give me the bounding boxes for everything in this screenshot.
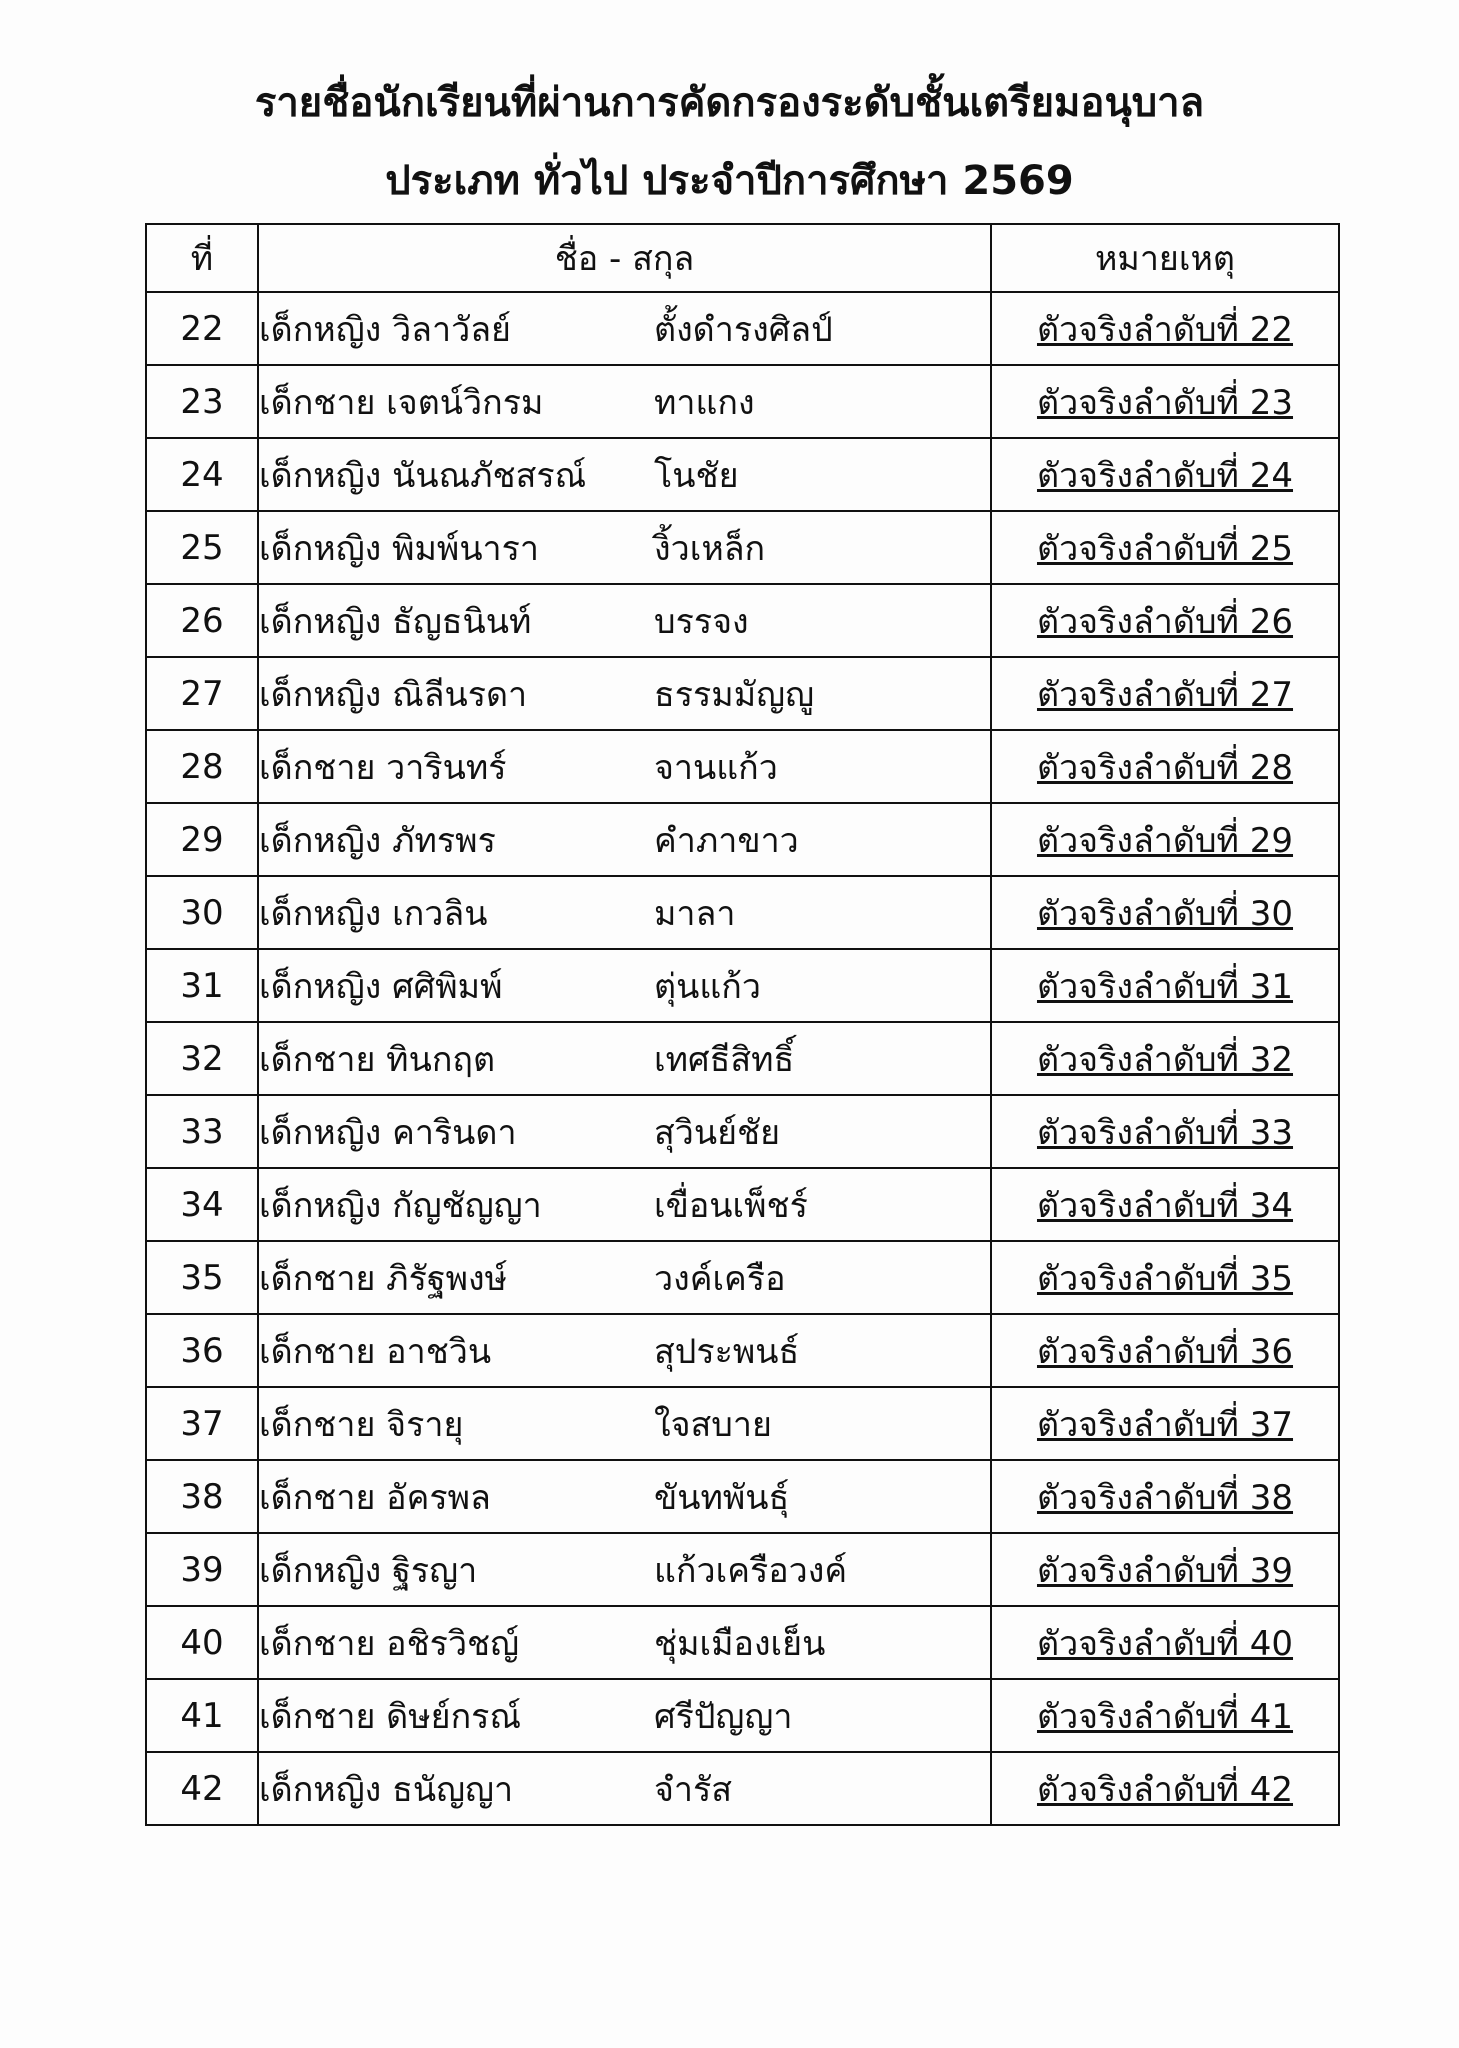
student-first-name: เด็กชาย เจตน์วิกรม xyxy=(259,382,544,423)
table-row xyxy=(146,511,1339,584)
remark: ตัวจริงลำดับที่ 39 xyxy=(991,1533,1339,1606)
table-row xyxy=(146,1314,1339,1387)
remark: ตัวจริงลำดับที่ 37 xyxy=(991,1387,1339,1460)
student-table xyxy=(145,223,1340,1826)
student-name xyxy=(258,1241,991,1314)
table-row xyxy=(146,584,1339,657)
table-header-row xyxy=(146,224,1339,292)
student-last-name: เทศธีสิทธิ์ xyxy=(654,1039,795,1080)
table-row xyxy=(146,730,1339,803)
table-row xyxy=(146,1387,1339,1460)
remark: ตัวจริงลำดับที่ 31 xyxy=(991,949,1339,1022)
remark: ตัวจริงลำดับที่ 35 xyxy=(991,1241,1339,1314)
student-last-name: จำรัส xyxy=(654,1769,733,1810)
table-row xyxy=(146,949,1339,1022)
student-name xyxy=(258,1679,991,1752)
row-number: 27 xyxy=(146,657,258,730)
row-number: 35 xyxy=(146,1241,258,1314)
row-number: 42 xyxy=(146,1752,258,1825)
table-row xyxy=(146,876,1339,949)
remark: ตัวจริงลำดับที่ 26 xyxy=(991,584,1339,657)
row-number: 26 xyxy=(146,584,258,657)
remark: ตัวจริงลำดับที่ 32 xyxy=(991,1022,1339,1095)
student-name xyxy=(258,1314,991,1387)
student-name xyxy=(258,292,991,365)
student-name xyxy=(258,1387,991,1460)
student-last-name: ธรรมมัญญู xyxy=(654,674,815,715)
remark: ตัวจริงลำดับที่ 28 xyxy=(991,730,1339,803)
student-last-name: ตุ่นแก้ว xyxy=(654,966,761,1007)
student-name xyxy=(258,511,991,584)
table-row xyxy=(146,1679,1339,1752)
student-name xyxy=(258,803,991,876)
remark: ตัวจริงลำดับที่ 34 xyxy=(991,1168,1339,1241)
student-name xyxy=(258,584,991,657)
row-number: 24 xyxy=(146,438,258,511)
student-last-name: สุวินย์ชัย xyxy=(654,1112,781,1153)
student-last-name: แก้วเครือวงค์ xyxy=(654,1550,848,1591)
student-last-name: ชุ่มเมืองเย็น xyxy=(654,1623,826,1664)
student-last-name: ขันทพันธุ์ xyxy=(654,1477,790,1518)
row-number: 36 xyxy=(146,1314,258,1387)
table-row xyxy=(146,1095,1339,1168)
table-row xyxy=(146,438,1339,511)
student-first-name: เด็กหญิง ธนัญญา xyxy=(259,1769,514,1810)
table-row xyxy=(146,1606,1339,1679)
table-row xyxy=(146,1241,1339,1314)
table-row xyxy=(146,1022,1339,1095)
student-first-name: เด็กหญิง ฐิรญา xyxy=(259,1550,478,1591)
table-row xyxy=(146,1460,1339,1533)
row-number: 33 xyxy=(146,1095,258,1168)
remark: ตัวจริงลำดับที่ 24 xyxy=(991,438,1339,511)
student-first-name: เด็กหญิง เกวลิน xyxy=(259,893,488,934)
row-number: 32 xyxy=(146,1022,258,1095)
row-number: 38 xyxy=(146,1460,258,1533)
remark: ตัวจริงลำดับที่ 27 xyxy=(991,657,1339,730)
remark: ตัวจริงลำดับที่ 22 xyxy=(991,292,1339,365)
student-first-name: เด็กชาย ภิรัฐพงษ์ xyxy=(259,1258,508,1299)
student-first-name: เด็กหญิง ศศิพิมพ์ xyxy=(259,966,503,1007)
row-number: 30 xyxy=(146,876,258,949)
remark: ตัวจริงลำดับที่ 30 xyxy=(991,876,1339,949)
student-first-name: เด็กชาย จิรายุ xyxy=(259,1404,464,1445)
table-row xyxy=(146,1752,1339,1825)
remark: ตัวจริงลำดับที่ 41 xyxy=(991,1679,1339,1752)
row-number: 31 xyxy=(146,949,258,1022)
student-last-name: มาลา xyxy=(654,893,736,934)
remark: ตัวจริงลำดับที่ 23 xyxy=(991,365,1339,438)
student-name xyxy=(258,1752,991,1825)
student-name xyxy=(258,1022,991,1095)
remark: ตัวจริงลำดับที่ 29 xyxy=(991,803,1339,876)
student-name xyxy=(258,657,991,730)
student-last-name: ตั้งดำรงศิลป์ xyxy=(654,309,833,350)
row-number: 34 xyxy=(146,1168,258,1241)
student-first-name: เด็กหญิง ภัทรพร xyxy=(259,820,496,861)
student-name xyxy=(258,949,991,1022)
row-number: 22 xyxy=(146,292,258,365)
row-number: 37 xyxy=(146,1387,258,1460)
document-title: รายชื่อนักเรียนที่ผ่านการคัดกรองระดับชั้นเตรียมอนุบาล xyxy=(254,80,1205,126)
student-name xyxy=(258,1168,991,1241)
table-row xyxy=(146,292,1339,365)
student-last-name: ทาแกง xyxy=(654,382,755,423)
student-last-name: บรรจง xyxy=(654,601,749,642)
row-number: 40 xyxy=(146,1606,258,1679)
remark: ตัวจริงลำดับที่ 25 xyxy=(991,511,1339,584)
remark: ตัวจริงลำดับที่ 36 xyxy=(991,1314,1339,1387)
student-last-name: วงค์เครือ xyxy=(654,1258,786,1299)
student-first-name: เด็กชาย ทินกฤต xyxy=(259,1039,496,1080)
table-row xyxy=(146,657,1339,730)
student-last-name: จานแก้ว xyxy=(654,747,778,788)
header-no: ที่ xyxy=(146,224,258,292)
row-number: 29 xyxy=(146,803,258,876)
table-row xyxy=(146,365,1339,438)
student-first-name: เด็กชาย วารินทร์ xyxy=(259,747,507,788)
student-first-name: เด็กหญิง ณิลีนรดา xyxy=(259,674,528,715)
row-number: 23 xyxy=(146,365,258,438)
student-first-name: เด็กหญิง นันณภัชสรณ์ xyxy=(259,455,587,496)
table-body xyxy=(146,292,1339,1825)
remark: ตัวจริงลำดับที่ 33 xyxy=(991,1095,1339,1168)
table-row xyxy=(146,1533,1339,1606)
row-number: 25 xyxy=(146,511,258,584)
remark: ตัวจริงลำดับที่ 40 xyxy=(991,1606,1339,1679)
student-first-name: เด็กชาย อชิรวิชญ์ xyxy=(259,1623,520,1664)
student-name xyxy=(258,1095,991,1168)
student-name xyxy=(258,876,991,949)
student-first-name: เด็กชาย อาชวิน xyxy=(259,1331,492,1372)
document-subtitle: ประเภท ทั่วไป ประจำปีการศึกษา 2569 xyxy=(385,158,1074,204)
student-first-name: เด็กชาย อัครพล xyxy=(259,1477,491,1518)
student-first-name: เด็กหญิง วิลาวัลย์ xyxy=(259,309,511,350)
student-last-name: งิ้วเหล็ก xyxy=(654,528,766,569)
student-first-name: เด็กหญิง คารินดา xyxy=(259,1112,517,1153)
student-first-name: เด็กหญิง กัญชัญญา xyxy=(259,1185,542,1226)
student-last-name: โนชัย xyxy=(654,455,739,496)
student-name xyxy=(258,1533,991,1606)
student-name xyxy=(258,1460,991,1533)
row-number: 28 xyxy=(146,730,258,803)
table-row xyxy=(146,1168,1339,1241)
remark: ตัวจริงลำดับที่ 38 xyxy=(991,1460,1339,1533)
student-name xyxy=(258,438,991,511)
student-last-name: เขื่อนเพ็ชร์ xyxy=(654,1185,808,1226)
student-first-name: เด็กหญิง พิมพ์นารา xyxy=(259,528,540,569)
remark: ตัวจริงลำดับที่ 42 xyxy=(991,1752,1339,1825)
student-last-name: คำภาขาว xyxy=(654,820,799,861)
student-last-name: ใจสบาย xyxy=(654,1404,772,1445)
student-last-name: ศรีปัญญา xyxy=(654,1696,793,1737)
header-remark: หมายเหตุ xyxy=(991,224,1339,292)
row-number: 41 xyxy=(146,1679,258,1752)
table-row xyxy=(146,803,1339,876)
student-first-name: เด็กชาย ดิษย์กรณ์ xyxy=(259,1696,521,1737)
student-name xyxy=(258,1606,991,1679)
student-last-name: สุประพนธ์ xyxy=(654,1331,800,1372)
student-name xyxy=(258,730,991,803)
header-name: ชื่อ - สกุล xyxy=(258,224,991,292)
student-name xyxy=(258,365,991,438)
student-first-name: เด็กหญิง ธัญธนินท์ xyxy=(259,601,532,642)
row-number: 39 xyxy=(146,1533,258,1606)
